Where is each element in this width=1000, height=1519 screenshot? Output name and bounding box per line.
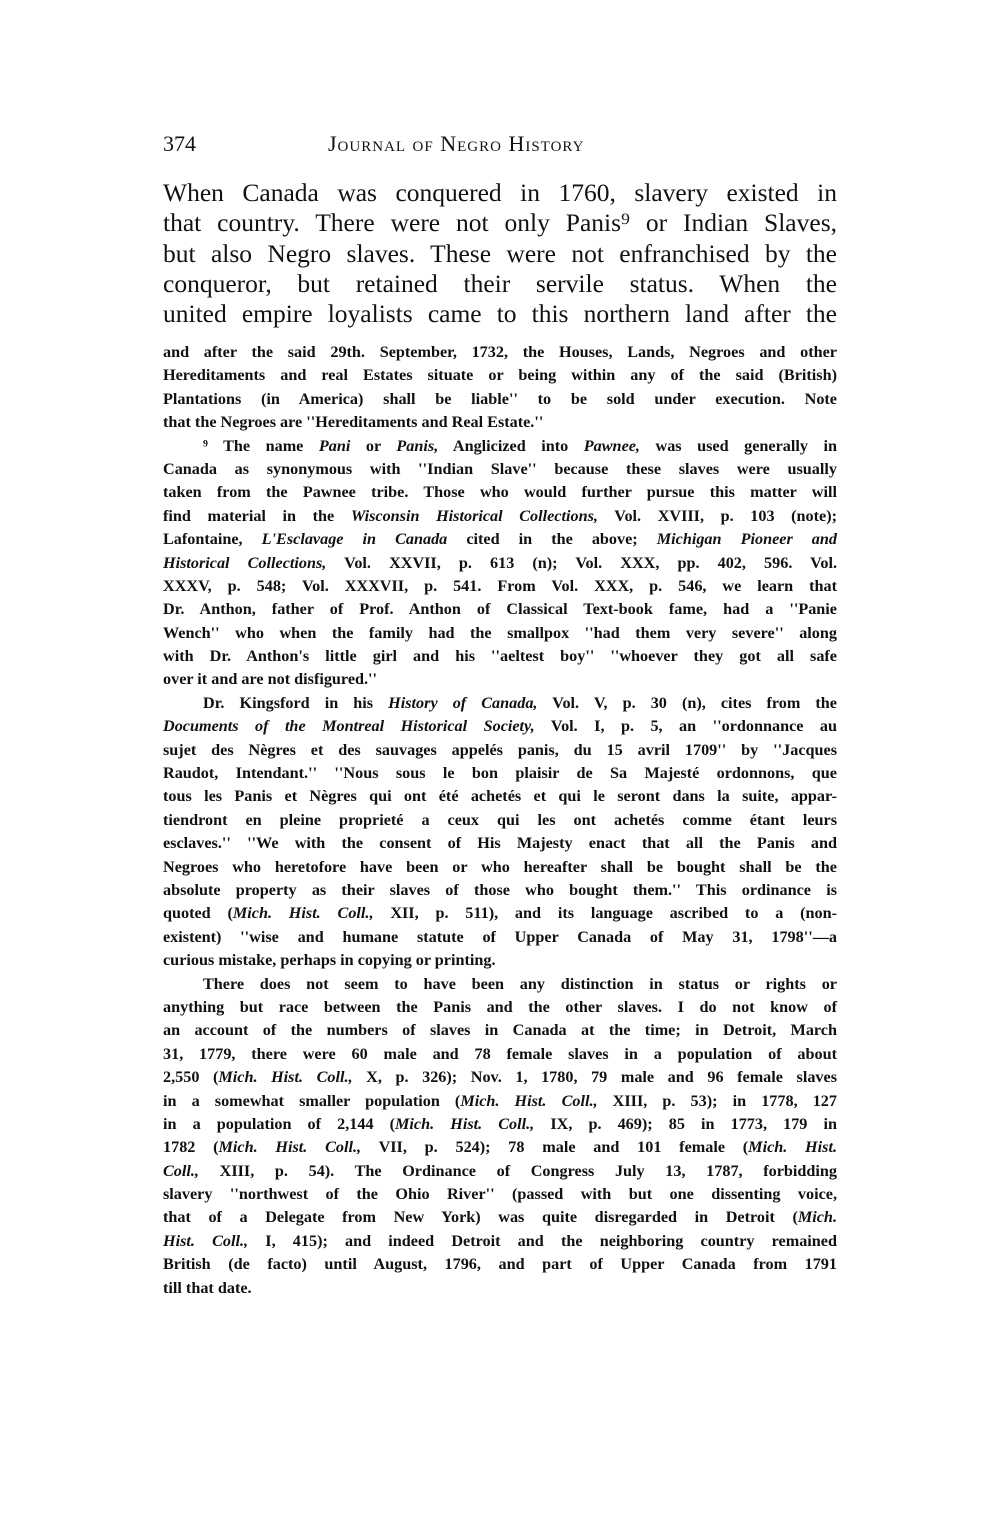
text-run: find material in the <box>163 506 351 525</box>
footnote-line <box>163 435 837 458</box>
footnote-line <box>163 1277 837 1300</box>
italic-text: Mich. Hist. Coll., <box>218 1138 362 1157</box>
main-text-body <box>163 178 837 329</box>
italic-text: Mich. Hist. <box>748 1138 837 1157</box>
text-run: I, 415); and indeed Detroit and the neighboring country remained <box>248 1231 837 1250</box>
italic-text: Documents of the Montreal Historical Society, <box>163 717 535 736</box>
text-run: Lafontaine, <box>163 530 262 549</box>
text-run: Raudot, Intendant.'' ''Nous sous le bon plaisir de Sa Majesté ordonnons, que <box>163 764 837 783</box>
footnote-line <box>163 364 837 387</box>
footnote-line <box>163 528 837 551</box>
text-run: Dr. Kingsford in his <box>203 693 389 712</box>
body-text-line <box>163 269 837 299</box>
text-run: Anglicized into <box>438 436 584 455</box>
italic-text: History of Canada, <box>388 693 538 712</box>
text-run: Negroes who heretofore have been or who hereafter shall be bought shall be the <box>163 857 837 876</box>
italic-text: Historical Collections, <box>163 553 327 572</box>
italic-text: Michigan Pioneer and <box>656 530 837 549</box>
footnote-line <box>163 762 837 785</box>
footnote-line <box>163 949 837 972</box>
footnote-line <box>163 1090 837 1113</box>
footnote-line <box>163 668 837 691</box>
footnote-line <box>163 598 837 621</box>
text-run: 1782 ( <box>163 1138 219 1157</box>
text-run: Vol. XXVII, p. 613 (n); Vol. XXX, pp. 402, 596. Vol. <box>326 553 837 572</box>
text-run: XIII, p. 54). The Ordinance of Congress July 13, 1787, forbidding <box>198 1161 837 1180</box>
text-run: sujet des Nègres et des sauvages appelés panis, du 15 avril 1709'' by ''Jacques <box>163 740 837 759</box>
text-run: in a population of 2,144 ( <box>163 1114 396 1133</box>
footnote-line <box>163 341 837 364</box>
footnotes-section <box>163 341 837 1300</box>
footnote-line <box>163 715 837 738</box>
text-run: X, p. 326); Nov. 1, 1780, 79 male and 96 female slaves <box>352 1068 837 1087</box>
text-run: united empire loyalists came to this northern land after the <box>163 299 837 329</box>
text-run: was used generally in <box>639 436 837 455</box>
footnote-line <box>163 1253 837 1276</box>
text-run: taken from the Pawnee tribe. Those who would further pursue this matter will <box>163 483 837 502</box>
text-run: Vol. XVIII, p. 103 (note); <box>597 506 837 525</box>
text-run: There does not seem to have been any distinction in status or rights or <box>203 974 837 993</box>
text-run: XXXV, p. 548; Vol. XXXVII, p. 541. From Vol. XXX, p. 546, we learn that <box>163 576 837 595</box>
text-run: absolute property as their slaves of those who bought them.'' This ordinance is <box>163 880 837 899</box>
footnote-line <box>163 926 837 949</box>
footnote-line <box>163 739 837 762</box>
text-run: till that date. <box>163 1278 252 1297</box>
text-run: 2,550 ( <box>163 1068 219 1087</box>
text-run: IX, p. 469); 85 in 1773, 179 in <box>534 1114 837 1133</box>
text-run: slavery ''northwest of the Ohio River'' (passed with but one dissenting voice, <box>163 1185 837 1204</box>
text-run: cited in the above; <box>447 530 657 549</box>
footnote-line <box>163 996 837 1019</box>
text-run: When Canada was conquered in 1760, slavery existed in <box>163 178 837 207</box>
body-text-line <box>163 178 837 208</box>
text-run: anything but race between the Panis and the other slaves. I do not know of <box>163 997 837 1016</box>
text-run: Hereditaments and real Estates situate or being within any of the said (British) <box>163 366 837 385</box>
footnote-line <box>163 1019 837 1042</box>
italic-text: Wisconsin Historical Collections, <box>350 506 598 525</box>
footnote-line <box>163 1183 837 1206</box>
text-run: Vol. V, p. 30 (n), cites from the <box>537 693 837 712</box>
italic-text: Pawnee, <box>583 436 640 455</box>
text-run: tiendront en pleine proprieté a ceux qui les ont achetés comme étant leurs <box>163 810 837 829</box>
footnote-line <box>163 692 837 715</box>
text-run: that of a Delegate from New York) was quite disregarded in Detroit ( <box>163 1208 798 1227</box>
footnote-line <box>163 809 837 832</box>
italic-text: Mich. Hist. Coll., <box>218 1068 353 1087</box>
body-text-line <box>163 299 837 329</box>
footnote-line <box>163 552 837 575</box>
footnote-line <box>163 458 837 481</box>
text-run: Plantations (in America) shall be liable'' to be sold under execution. Note <box>163 389 837 408</box>
footnote-line <box>163 973 837 996</box>
footnote-line <box>163 1136 837 1159</box>
text-run: with Dr. Anthon's little girl and his ''aeltest boy'' ''whoever they got all safe <box>163 647 837 666</box>
text-run: Wench'' who when the family had the smallpox ''had them very severe'' along <box>163 623 837 642</box>
text-run: that the Negroes are ''Hereditaments and Real Estate.'' <box>163 413 544 432</box>
italic-text: Mich. Hist. Coll., <box>232 904 374 923</box>
text-run: XIII, p. 53); in 1778, 127 <box>597 1091 837 1110</box>
text-run: curious mistake, perhaps in copying or printing. <box>163 951 496 970</box>
italic-text: Coll., <box>163 1161 199 1180</box>
footnote-line <box>163 505 837 528</box>
footnote-line <box>163 879 837 902</box>
page-number: 374 <box>163 131 196 156</box>
italic-text: L'Esclavage in Canada <box>261 530 448 549</box>
footnote-line <box>163 645 837 668</box>
text-run: VII, p. 524); 78 male and 101 female ( <box>361 1138 749 1157</box>
text-run: Vol. I, p. 5, an ''ordonnance au <box>534 717 837 736</box>
text-run: British (de facto) until August, 1796, and part of Upper Canada from 1791 <box>163 1255 837 1274</box>
text-run: conqueror, but retained their servile status. When the <box>163 268 837 298</box>
footnote-line <box>163 481 837 504</box>
italic-text: Mich. Hist. Coll., <box>460 1091 598 1110</box>
text-run: XII, p. 511), and its language ascribed to a (non- <box>373 904 837 923</box>
footnote-line <box>163 832 837 855</box>
footnote-line <box>163 1113 837 1136</box>
footnote-line <box>163 622 837 645</box>
italic-text: Mich. Hist. Coll., <box>395 1114 535 1133</box>
text-run: Canada as synonymous with ''Indian Slave'' because these slaves were usually <box>163 459 837 478</box>
text-run: but also Negro slaves. These were not enfranchised by the <box>163 238 837 268</box>
text-run: or <box>350 436 397 455</box>
italic-text: Hist. Coll., <box>163 1231 249 1250</box>
italic-text: Panis, <box>396 436 439 455</box>
text-run: esclaves.'' ''We with the consent of His Majesty enact that all the Panis and <box>163 834 837 853</box>
footnote-line <box>163 1230 837 1253</box>
footnote-line <box>163 388 837 411</box>
footnote-line <box>163 856 837 879</box>
text-run: that country. There were not only Panis⁹ or Indian Slaves, <box>163 208 837 238</box>
text-run: quoted ( <box>163 904 233 923</box>
footnote-line <box>163 1160 837 1183</box>
body-text-line <box>163 208 837 238</box>
text-run: over it and are not disfigured.'' <box>163 670 378 689</box>
footnote-line <box>163 1043 837 1066</box>
footnote-line <box>163 411 837 434</box>
italic-text: Pani <box>318 436 351 455</box>
footnote-line <box>163 575 837 598</box>
italic-text: Mich. <box>797 1208 837 1227</box>
footnote-line <box>163 1066 837 1089</box>
text-run: and after the said 29th. September, 1732, the Houses, Lands, Negroes and other <box>163 343 837 361</box>
text-run: 31, 1779, there were 60 male and 78 female slaves in a population of about <box>163 1044 837 1063</box>
text-run: ⁹ The name <box>203 436 319 455</box>
body-text-line <box>163 239 837 269</box>
text-run: an account of the numbers of slaves in Canada at the time; in Detroit, March <box>163 1021 837 1040</box>
text-run: in a somewhat smaller population ( <box>163 1091 461 1110</box>
footnote-line <box>163 785 837 808</box>
footnote-line <box>163 1206 837 1229</box>
text-run: tous les Panis et Nègres qui ont été achetés et qui le seront dans la suite, appar- <box>163 787 837 806</box>
text-run: existent) ''wise and humane statute of Upper Canada of May 31, 1798''—a <box>163 927 837 946</box>
running-header-title: Journal of Negro History <box>328 131 585 156</box>
footnote-line <box>163 902 837 925</box>
text-run: Dr. Anthon, father of Prof. Anthon of Classical Text-book fame, had a ''Panie <box>163 600 837 619</box>
